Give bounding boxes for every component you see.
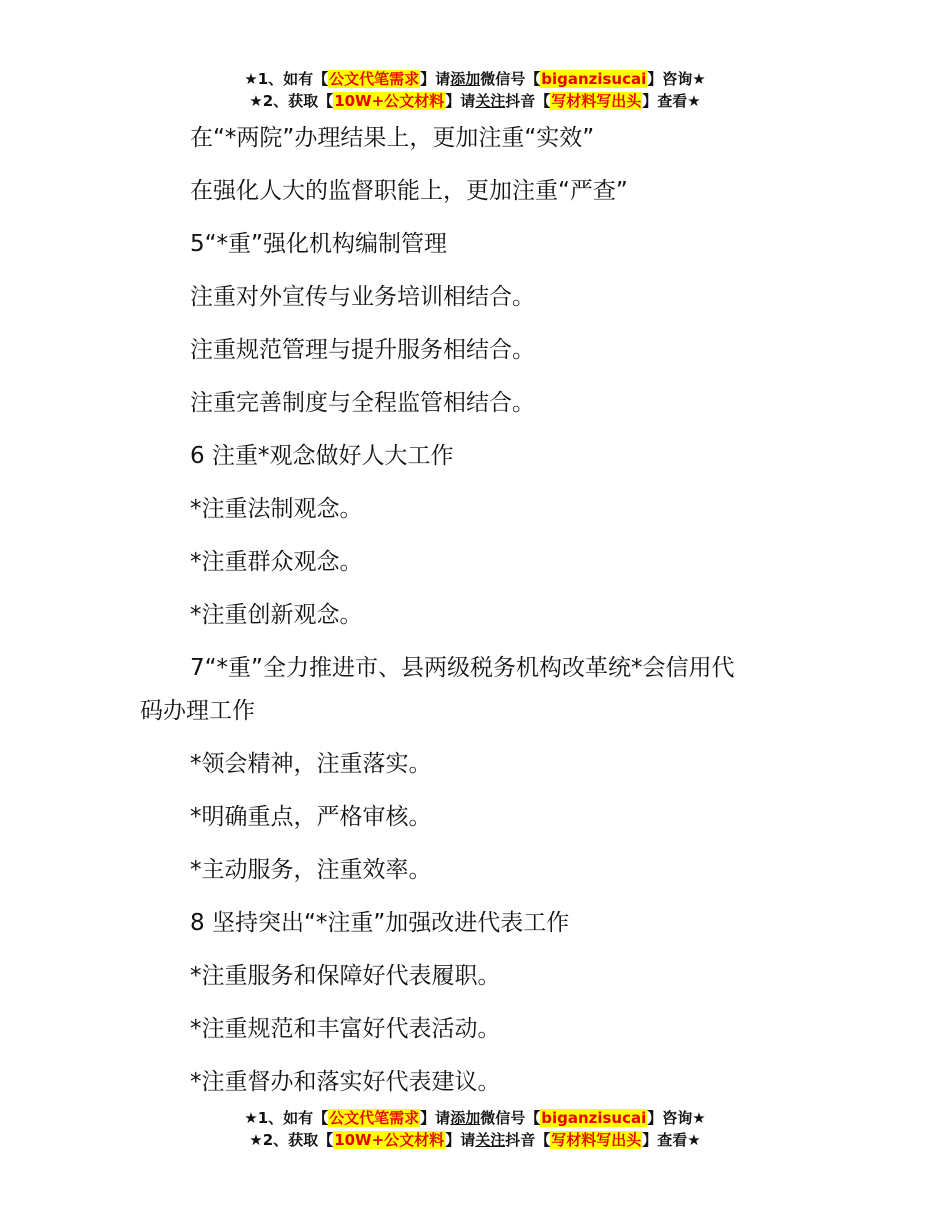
paragraph: *注重创新观念。: [190, 602, 363, 628]
banner-line-2: ★2、获取【10W+公文材料】请关注抖音【写材料写出头】查看★: [249, 92, 701, 110]
paragraph: 在“*两院”办理结果上，更加注重“实效”: [190, 125, 595, 151]
section-heading: 5“*重”强化机构编制管理: [190, 231, 447, 257]
highlight-materials: 10W+公文材料: [334, 1131, 445, 1149]
banner-line-1: ★1、如有【公文代笔需求】请添加微信号【biganzisucai】咨询★: [244, 70, 706, 88]
highlight-wechat-id: biganzisucai: [541, 1109, 647, 1127]
highlight-wechat-id: biganzisucai: [541, 70, 647, 88]
highlight-service: 公文代笔需求: [329, 1109, 420, 1127]
paragraph: 注重完善制度与全程监管相结合。: [190, 390, 535, 416]
section-heading: 8 坚持突出“*注重”加强改进代表工作: [190, 910, 570, 936]
paragraph: 在强化人大的监督职能上，更加注重“严查”: [190, 178, 628, 204]
highlight-materials: 10W+公文材料: [334, 92, 445, 110]
highlight-douyin-id: 写材料写出头: [551, 1131, 642, 1149]
banner-line-2: ★2、获取【10W+公文材料】请关注抖音【写材料写出头】查看★: [249, 1131, 701, 1149]
paragraph: *领会精神，注重落实。: [190, 751, 432, 777]
paragraph: 注重对外宣传与业务培训相结合。: [190, 284, 535, 310]
paragraph: *注重法制观念。: [190, 496, 363, 522]
section-heading: 7“*重”全力推进市、县两级税务机构改革统*会信用代: [190, 655, 735, 681]
highlight-douyin-id: 写材料写出头: [551, 92, 642, 110]
header-banner: [0, 68, 950, 112]
paragraph: *明确重点，严格审核。: [190, 804, 432, 830]
paragraph: *注重服务和保障好代表履职。: [190, 963, 501, 989]
banner-line-1: ★1、如有【公文代笔需求】请添加微信号【biganzisucai】咨询★: [244, 1109, 706, 1127]
paragraph: *注重督办和落实好代表建议。: [190, 1069, 501, 1095]
paragraph: *注重群众观念。: [190, 549, 363, 575]
highlight-service: 公文代笔需求: [329, 70, 420, 88]
section-heading-continued: 码办理工作: [140, 698, 255, 724]
footer-banner: [0, 1107, 950, 1151]
section-heading: 6 注重*观念做好人大工作: [190, 443, 454, 469]
paragraph: 注重规范管理与提升服务相结合。: [190, 337, 535, 363]
paragraph: *主动服务，注重效率。: [190, 857, 432, 883]
paragraph: *注重规范和丰富好代表活动。: [190, 1016, 501, 1042]
